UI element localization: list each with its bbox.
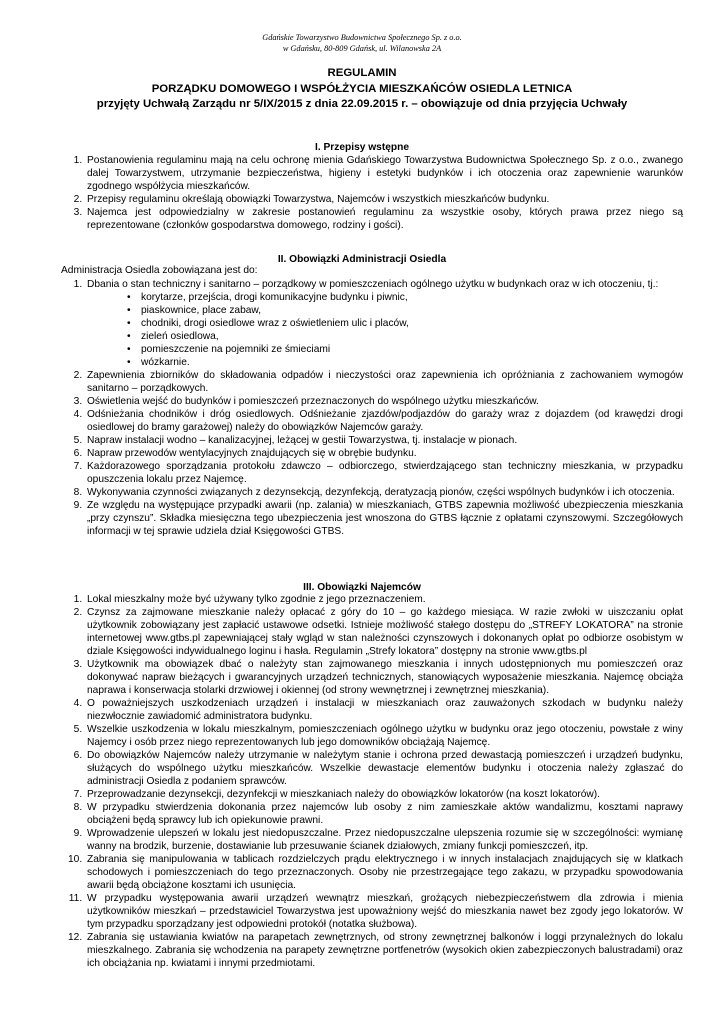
list-item: 7. Każdorazowego sporządzania protokołu zdawczo – odbiorczego, stwierdzającego stan techniczny mieszkania, w przypadku opuszczenia lokalu przez Najemcę.	[85, 460, 683, 486]
list-item: 11. W przypadku występowania awarii urządzeń wewnątrz mieszkań, grożących niebezpieczeństwem dla zdrowia i mienia użytkowników mieszkań – przedstawiciel Towarzystwa jest upoważniony wejść do mieszkania nawet bez zgody jego lokatorów. W tym przypadku sporządzany jest odpowiedni protokół (notatka służbowa).	[85, 892, 683, 931]
list-item: 12. Zabrania się ustawiania kwiatów na parapetach zewnętrznych, od strony zewnętrznej balkonów i loggi przynależnych do lokalu mieszkalnego. Zabrania się wchodzenia na parapety zewnętrzne portfenetrów (wysokich okien zabezpieczonych balustradami) oraz ich obciążania np. kwiatami i innymi przedmiotami.	[85, 931, 683, 970]
list-item: 3. Użytkownik ma obowiązek dbać o należyty stan zajmowanego mieszkania i innych udostępnionych mu pomieszczeń oraz dokonywać napraw bieżących i gwarancyjnych urządzeń technicznych, stanowiących wyposażenie mieszkania. Najemcę obciąża naprawa i konserwacja stolarki drzwiowej i okiennej (od strony wewnętrznej i zewnętrznej mieszkania).	[85, 658, 683, 697]
section-3-list	[61, 593, 683, 970]
list-item: 1. Postanowienia regulaminu mają na celu ochronę mienia Gdańskiego Towarzystwa Budownictwa Społecznego Sp. z o.o., zwanego dalej Towarzystwem, utrzymanie bezpieczeństwa, higieny i estetyki budynków i ich otoczenia oraz zapewnienie warunków zgodnego współżycia mieszkańców.	[85, 154, 683, 193]
list-item: 1. Lokal mieszkalny może być używany tylko zgodnie z jego przeznaczeniem.	[85, 593, 683, 606]
list-item: 7. Przeprowadzanie dezynsekcji, dezynfekcji w mieszkaniach należy do obowiązków lokatorów (na koszt lokatorów).	[85, 788, 683, 801]
list-item: 6. Napraw przewodów wentylacyjnych znajdujących się w obrębie budynku.	[85, 447, 683, 460]
bullet-item: • korytarze, przejścia, drogi komunikacyjne budynku i piwnic,	[127, 291, 683, 304]
title-line-2: PORZĄDKU DOMOWEGO I WSPÓŁŻYCIA MIESZKAŃCÓW OSIEDLA LETNICA	[151, 82, 573, 95]
list-item: 6. Do obowiązków Najemców należy utrzymanie w należytym stanie i ochrona przed dewastacją pomieszczeń i urządzeń budynku, służących do wspólnego użytku mieszkańców. Wszelkie dewastacje elementów budynku i otoczenia należy zgłaszać do administracji Osiedla z podaniem sprawców.	[85, 749, 683, 788]
list-item: 2. Przepisy regulaminu określają obowiązki Towarzystwa, Najemców i wszystkich mieszkańców budynku.	[85, 193, 683, 206]
bullet-item: • chodniki, drogi osiedlowe wraz z oświetleniem ulic i placów,	[127, 317, 683, 330]
section-3-heading: III. Obowiązki Najemców	[303, 582, 421, 593]
document-title	[20, 66, 704, 113]
list-item: 8. Wykonywania czynności związanych z dezynsekcją, dezynfekcją, deratyzacją pionów, części wspólnych budynków i ich otoczenia.	[85, 486, 683, 499]
bullet-item: • piaskownice, place zabaw,	[127, 304, 683, 317]
bullet-item: • pomieszczenie na pojemniki ze śmieciami	[127, 343, 683, 356]
company-address: w Gdańsku, 80-809 Gdańsk, ul. Wilanowska 2A	[282, 43, 442, 53]
company-name: Gdańskie Towarzystwo Budownictwa Społecznego Sp. z o.o.	[262, 33, 462, 42]
list-item	[85, 278, 683, 369]
list-item: 3. Oświetlenia wejść do budynków i pomieszczeń przeznaczonych do wspólnego użytku mieszkańców.	[85, 395, 683, 408]
section-2-heading: II. Obowiązki Administracji Osiedla	[277, 254, 447, 265]
list-item: 10. Zabrania się manipulowania w tablicach rozdzielczych prądu elektrycznego i w innych instalacjach znajdujących się w klatkach schodowych i pomieszczeniach do tego przeznaczonych. Osoby nie przestrzegające tego zakazu, w przypadku spowodowania awarii będą obciążone kosztami ich usunięcia.	[85, 853, 683, 892]
bullet-item: • wózkarnie.	[127, 356, 683, 369]
list-item: 9. Ze względu na występujące przypadki awarii (np. zalania) w mieszkaniach, GTBS zapewnia możliwość ubezpieczenia mieszkania „przy czynszu”. Składka miesięczna tego ubezpieczenia jest wnoszona do GTBS łącznie z opłatami czynszowymi. Szczegółowych informacji w tej sprawie udziela dział Księgowości GTBS.	[85, 499, 683, 538]
list-item: 4. O poważniejszych uszkodzeniach urządzeń i instalacji w mieszkaniach oraz zauważonych szkodach w budynku należy niezwłocznie zawiadomić administratora budynku.	[85, 697, 683, 723]
section-1-list	[61, 154, 683, 232]
list-item: 3. Najemca jest odpowiedzialny w zakresie postanowień regulaminu za wszystkie osoby, których prawa przez niego są reprezentowane (członków gospodarstwa domowego, rodziny i gości).	[85, 206, 683, 232]
list-item: 9. Wprowadzenie ulepszeń w lokalu jest niedopuszczalne. Przez niedopuszczalne ulepszenia rozumie się w szczególności: wymianę wanny na brodzik, burzenie, dostawianie lub przesuwanie ścianek działowych, zmiany funkcji pomieszczeń, itp.	[85, 827, 683, 853]
list-item-text: Dbania o stan techniczny i sanitarno – porządkowy w pomieszczeniach ogólnego użytku w budynkach oraz w ich otoczeniu, tj.:	[87, 279, 659, 290]
list-item: 8. W przypadku stwierdzenia dokonania przez najemców lub osoby z nim zamieszkałe aktów wandalizmu, kosztami naprawy obciążeni będą sprawcy lub ich opiekunowie prawni.	[85, 801, 683, 827]
bullet-item: • zieleń osiedlowa,	[127, 330, 683, 343]
section-1-heading: I. Przepisy wstępne	[315, 142, 409, 153]
list-item: 2. Zapewnienia zbiorników do składowania odpadów i nieczystości oraz zapewnienia ich opróżniania z zachowaniem wymogów sanitarno – porządkowych.	[85, 369, 683, 395]
bullet-list	[87, 291, 683, 369]
title-line-1: REGULAMIN	[327, 67, 397, 79]
list-item: 5. Napraw instalacji wodno – kanalizacyjnej, leżącej w gestii Towarzystwa, tj. instalacje w pionach.	[85, 434, 683, 447]
company-header	[0, 33, 724, 54]
section-2-list	[61, 278, 683, 538]
list-item: 5. Wszelkie uszkodzenia w lokalu mieszkalnym, pomieszczeniach ogólnego użytku w budynku oraz jego otoczeniu, powstałe z winy Najemcy i osób przez niego reprezentowanych lub jego domowników obciążają Najemcę.	[85, 723, 683, 749]
list-item: 2. Czynsz za zajmowane mieszkanie należy opłacać z góry do 10 – go każdego miesiąca. W razie zwłoki w uiszczaniu opłat użytkownik zobowiązany jest zapłacić ustawowe odsetki. Istnieje możliwość stałego dostępu do „STREFY LOKATORA” na stronie internetowej www.gtbs.pl zapewniającej stały wgląd w stan należności czynszowych i dokonanych opłat po odbiorze osobistym w dziale Księgowości indywidualnego loginu i hasła. Regulamin „Strefy lokatora” dostępny na stronie www.gtbs.pl	[85, 606, 683, 658]
list-item: 4. Odśnieżania chodników i dróg osiedlowych. Odśnieżanie zjazdów/podjazdów do garaży wraz z dojazdem (od krawędzi drogi osiedlowej do bramy garażowej) należy do obowiązków Najemców garaży.	[85, 408, 683, 434]
section-2-intro: Administracja Osiedla zobowiązana jest do:	[61, 265, 258, 276]
title-line-3: przyjęty Uchwałą Zarządu nr 5/IX/2015 z dnia 22.09.2015 r. – obowiązuje od dnia przyjęcia Uchwały	[96, 98, 628, 110]
